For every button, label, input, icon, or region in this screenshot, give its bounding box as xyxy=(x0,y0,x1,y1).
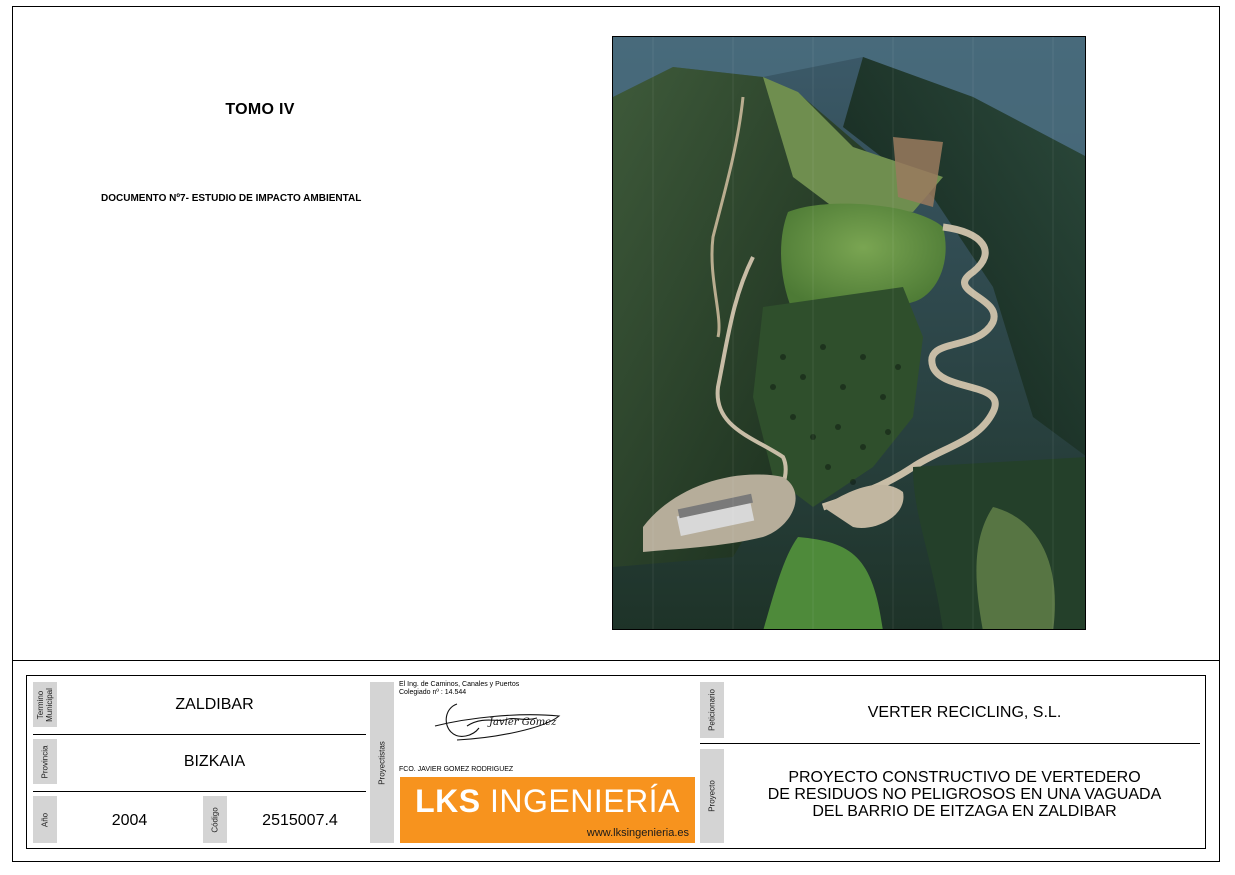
client-value: VERTER RECICLING, S.L. xyxy=(867,704,1062,721)
province-value: BIZKAIA xyxy=(183,753,246,770)
title-block-divider xyxy=(12,660,1220,661)
client-tag xyxy=(700,682,724,738)
project-title-line-3: DEL BARRIO DE EITZAGA EN ZALDIBAR xyxy=(812,803,1117,820)
year-value: 2004 xyxy=(111,812,148,829)
municipality-tag-label: Termino Municipal xyxy=(36,687,54,722)
project-title-line-2: DE RESIDUOS NO PELIGROSOS EN UNA VAGUADA xyxy=(767,786,1162,803)
year-tag-label: Año xyxy=(40,812,50,827)
aerial-photo xyxy=(612,36,1086,630)
engineer-title: El Ing. de Caminos, Canales y Puertos xyxy=(399,681,520,688)
company-logo-text xyxy=(400,783,695,820)
company-name-rest: INGENIERÍA xyxy=(489,783,680,819)
document-title: DOCUMENTO Nº7- ESTUDIO DE IMPACTO AMBIENTAL xyxy=(101,193,362,204)
engineer-signature xyxy=(427,698,562,746)
engineer-registration: Colegiado nº : 14.544 xyxy=(399,689,467,696)
municipality-tag xyxy=(33,682,57,727)
municipality-value: ZALDIBAR xyxy=(175,696,254,713)
company-url: www.lksingenieria.es xyxy=(586,827,689,839)
project-tag xyxy=(700,749,724,843)
code-tag xyxy=(203,796,227,843)
project-title-line-1: PROYECTO CONSTRUCTIVO DE VERTEDERO xyxy=(788,769,1141,786)
designers-tag-label: Proyectistas xyxy=(377,740,387,785)
designers-tag xyxy=(370,682,394,843)
row-divider xyxy=(33,734,366,735)
company-logo xyxy=(400,777,695,843)
code-tag-label: Código xyxy=(210,806,220,833)
engineer-name: FCO. JAVIER GOMEZ RODRIGUEZ xyxy=(399,766,514,773)
province-tag xyxy=(33,739,57,784)
project-tag-label: Proyecto xyxy=(707,780,717,812)
company-name-bold: LKS xyxy=(415,783,481,819)
row-divider xyxy=(33,791,366,792)
client-tag-label: Peticionario xyxy=(707,689,717,731)
year-tag xyxy=(33,796,57,843)
volume-title: TOMO IV xyxy=(225,101,295,118)
province-tag-label: Provincia xyxy=(40,745,50,778)
aerial-landfill-image xyxy=(613,37,1086,630)
title-block xyxy=(26,675,1206,849)
project-title xyxy=(727,769,1202,820)
code-value: 2515007.4 xyxy=(262,812,338,829)
row-divider xyxy=(700,743,1200,744)
signature-text: Javier Gomez xyxy=(489,717,557,728)
